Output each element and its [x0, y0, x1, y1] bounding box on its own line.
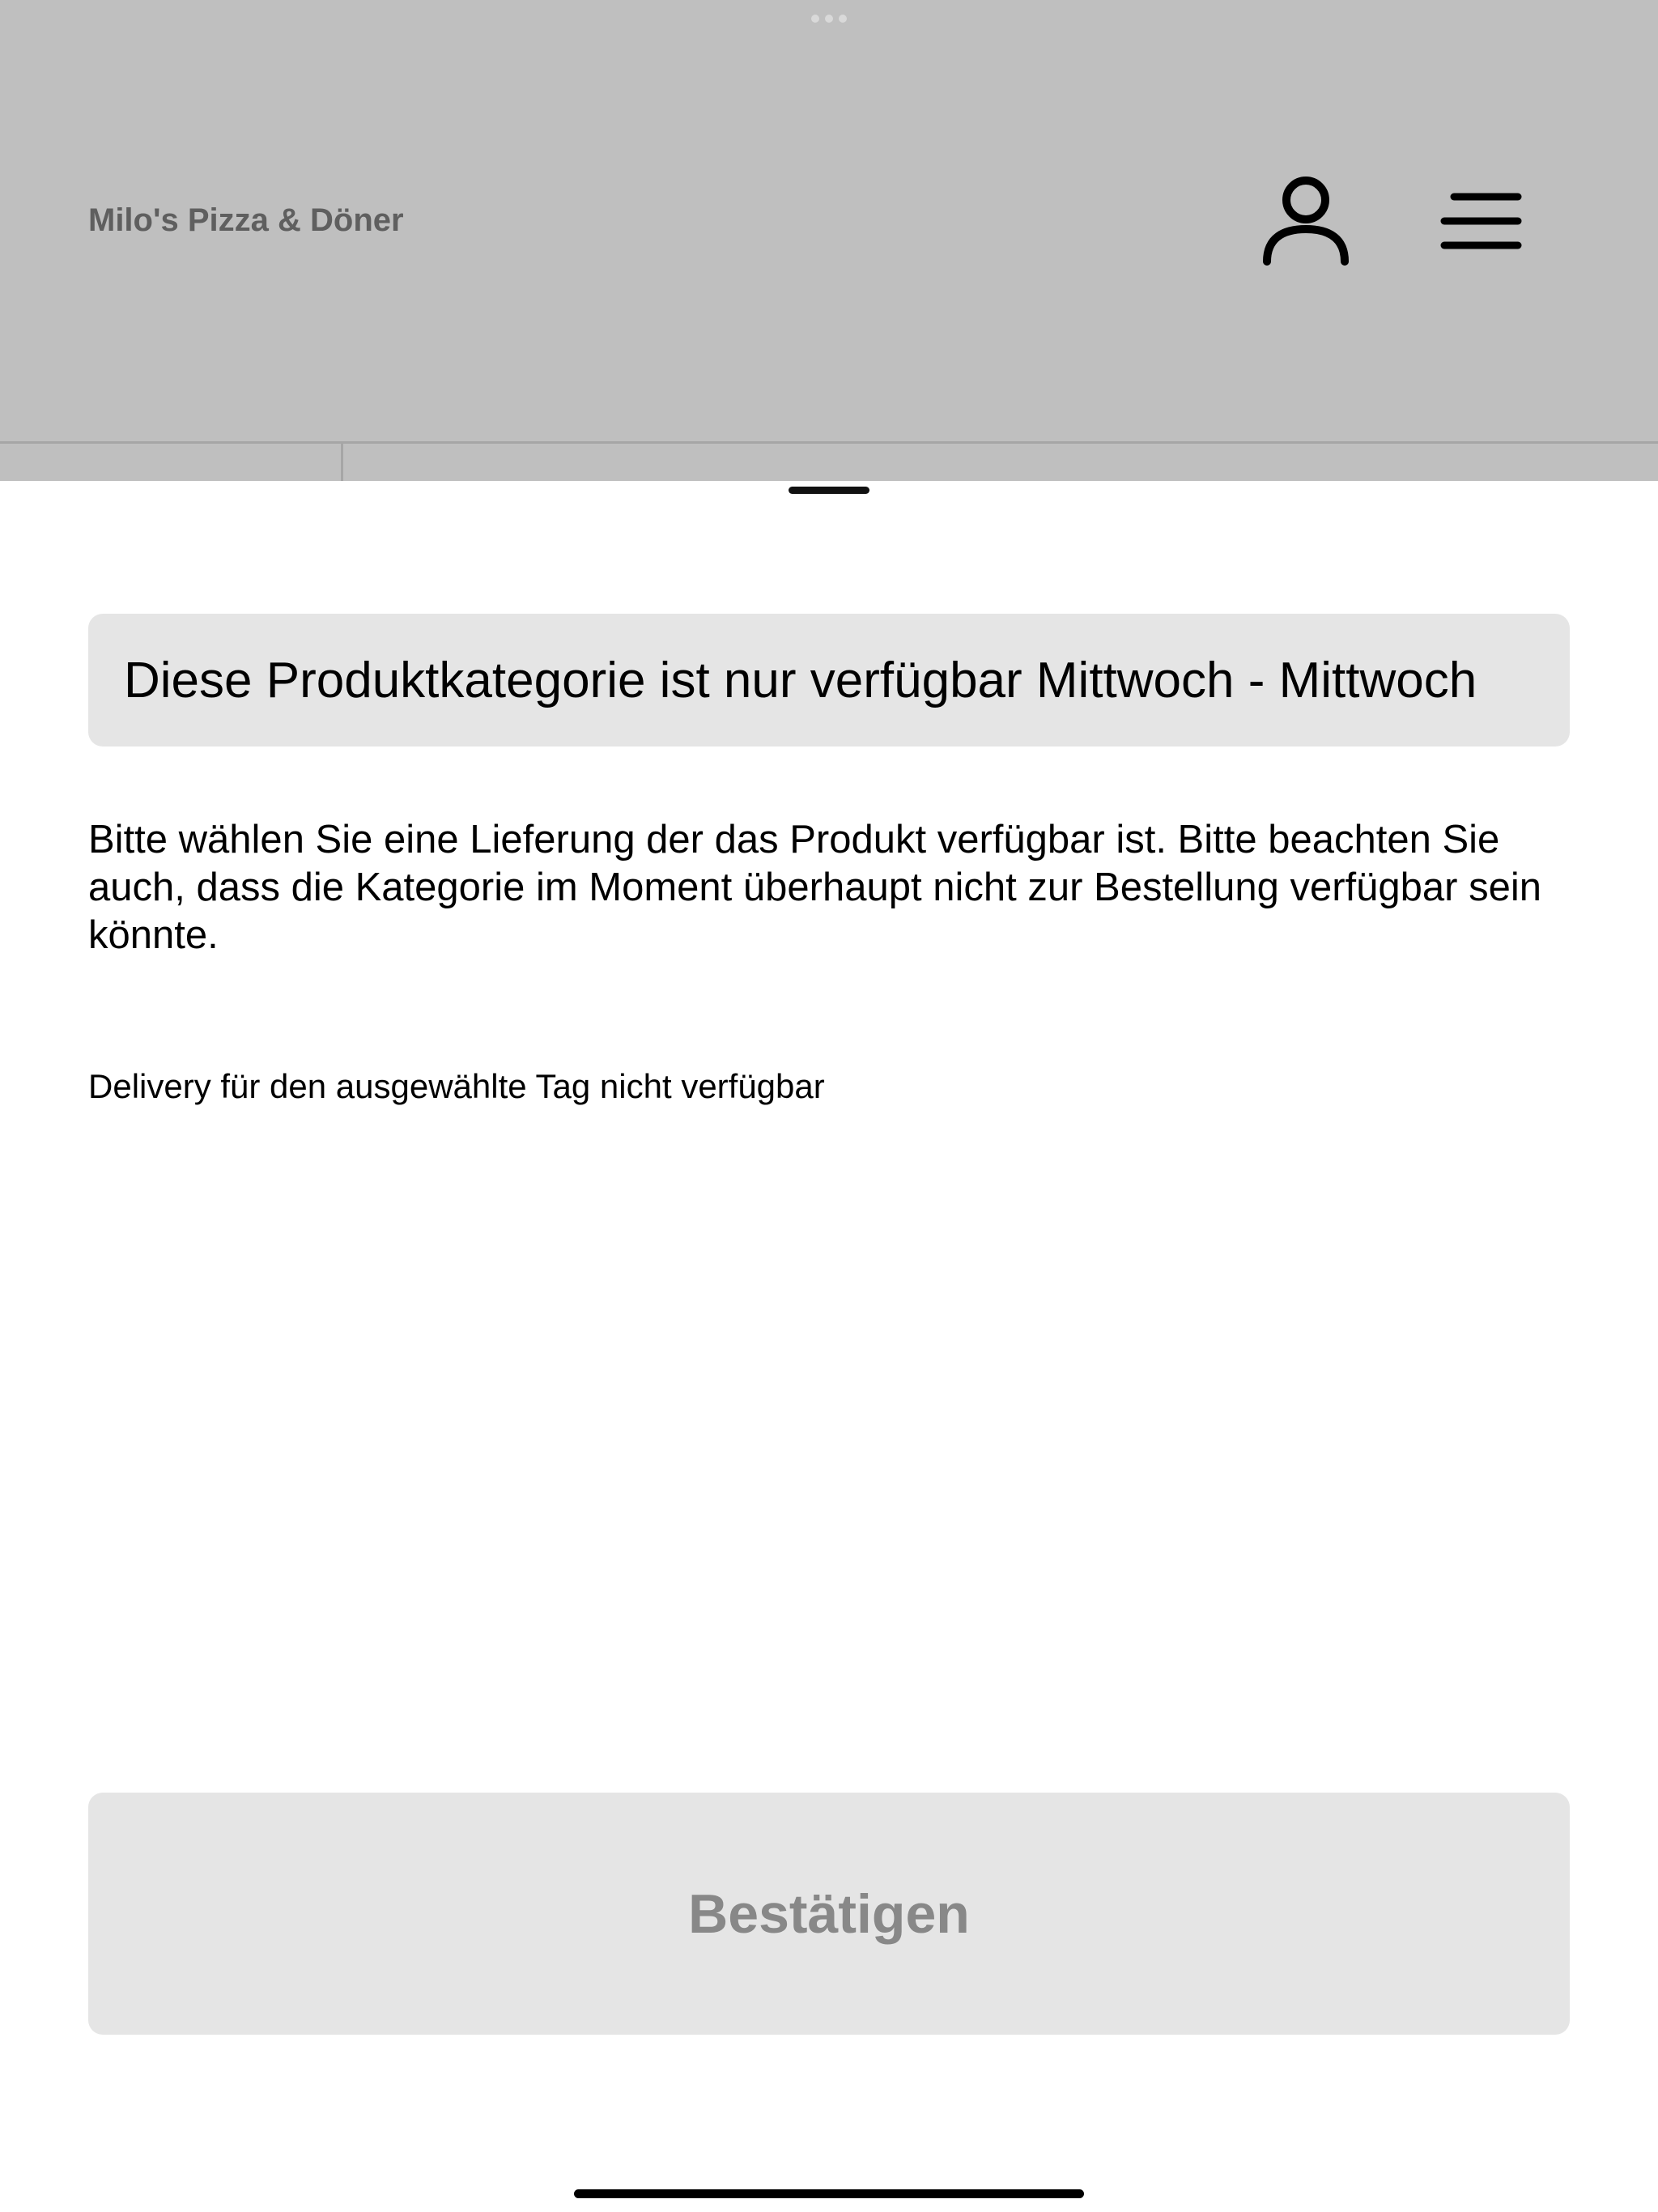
confirm-button[interactable]: Bestätigen: [88, 1793, 1570, 2035]
sheet-grabber[interactable]: [789, 487, 869, 494]
menu-button[interactable]: [1433, 174, 1530, 267]
app-header: [0, 0, 1658, 481]
delivery-unavailable-note: Delivery für den ausgewählte Tag nicht verfügbar: [88, 1067, 825, 1105]
restaurant-name: Milo's Pizza & Döner: [88, 202, 404, 238]
account-button[interactable]: [1255, 170, 1356, 271]
home-indicator[interactable]: [574, 2189, 1084, 2198]
hamburger-menu-icon: [1439, 190, 1524, 252]
tab-strip-divider: [341, 444, 343, 481]
multitasking-dots-icon[interactable]: [811, 15, 847, 23]
user-account-icon: [1261, 172, 1350, 270]
delivery-info-text: Bitte wählen Sie eine Lieferung der das Produkt verfügbar ist. Bitte beachten Sie auch, dass die Kategorie im Moment überhaupt nicht zur Bestellung verfügbar sein könnte.: [88, 818, 1541, 957]
availability-banner: [88, 614, 1570, 747]
header-divider: [0, 441, 1658, 444]
availability-message: Diese Produktkategorie ist nur verfügbar Mittwoch - Mittwoch: [124, 652, 1477, 708]
